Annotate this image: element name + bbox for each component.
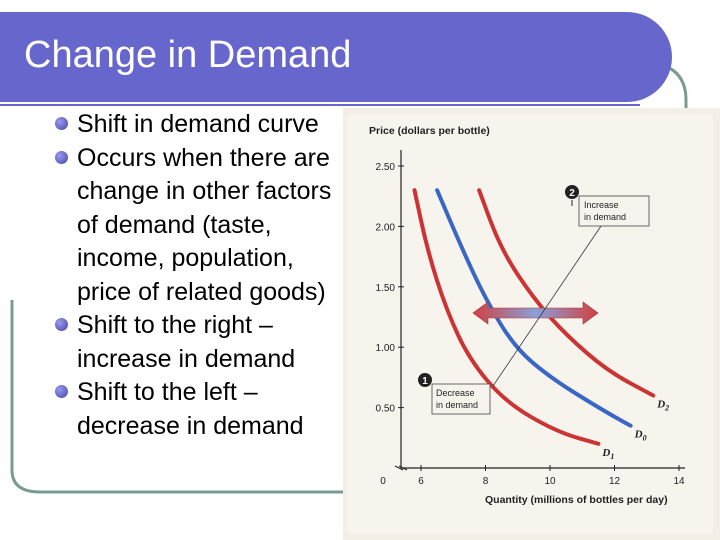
bullet-item [55,309,340,376]
y-tick-label: 0.50 [375,403,395,415]
x-tick-label: 12 [608,476,621,487]
x-tick-label: 0 [380,476,386,487]
bullet-item [55,376,340,443]
chart-xlabel: Quantity (millions of bottles per day) [485,494,668,506]
annotation-text-2b: in demand [584,212,627,222]
slide-title: Change in Demand [24,34,352,76]
y-tick-label: 1.50 [375,282,395,294]
bullet-list [55,108,340,443]
curve-label-d1: $D_1$ [602,446,615,461]
annotation-marker-1: 1 [422,376,428,387]
bullet-item [55,142,340,310]
x-tick-label: 8 [482,476,489,487]
curve-label-d0: $D_0$ [634,428,647,443]
title-underline [0,104,640,106]
demand-chart [343,108,720,540]
x-tick-label: 6 [418,476,424,487]
bullet-icon [55,117,68,130]
x-tick-label: 14 [673,476,685,487]
y-tick-label: 2.00 [375,222,395,234]
y-tick-label: 2.50 [375,162,395,173]
bullet-item [55,108,340,142]
bullet-icon [55,318,68,331]
annotation-text-2a: Increase [584,200,619,210]
bullet-text: Shift in demand curve [77,110,319,138]
bullet-text: Shift to the left – decrease in demand [77,378,304,440]
annotation-marker-2: 2 [569,188,575,199]
annotation-text-1b: in demand [436,400,479,410]
x-tick-label: 10 [544,476,556,487]
chart-ylabel: Price (dollars per bottle) [369,125,490,137]
bullet-icon [55,151,68,164]
y-tick-label: 1.00 [375,343,395,355]
curve-label-d2: $D_2$ [657,398,670,413]
annotation-text-1a: Decrease [436,388,475,398]
bullet-icon [55,385,68,398]
bullet-text: Occurs when there are change in other factors of demand (taste, income, population, price of related goods) [77,143,332,306]
bullet-text: Shift to the right – increase in demand [77,311,296,373]
